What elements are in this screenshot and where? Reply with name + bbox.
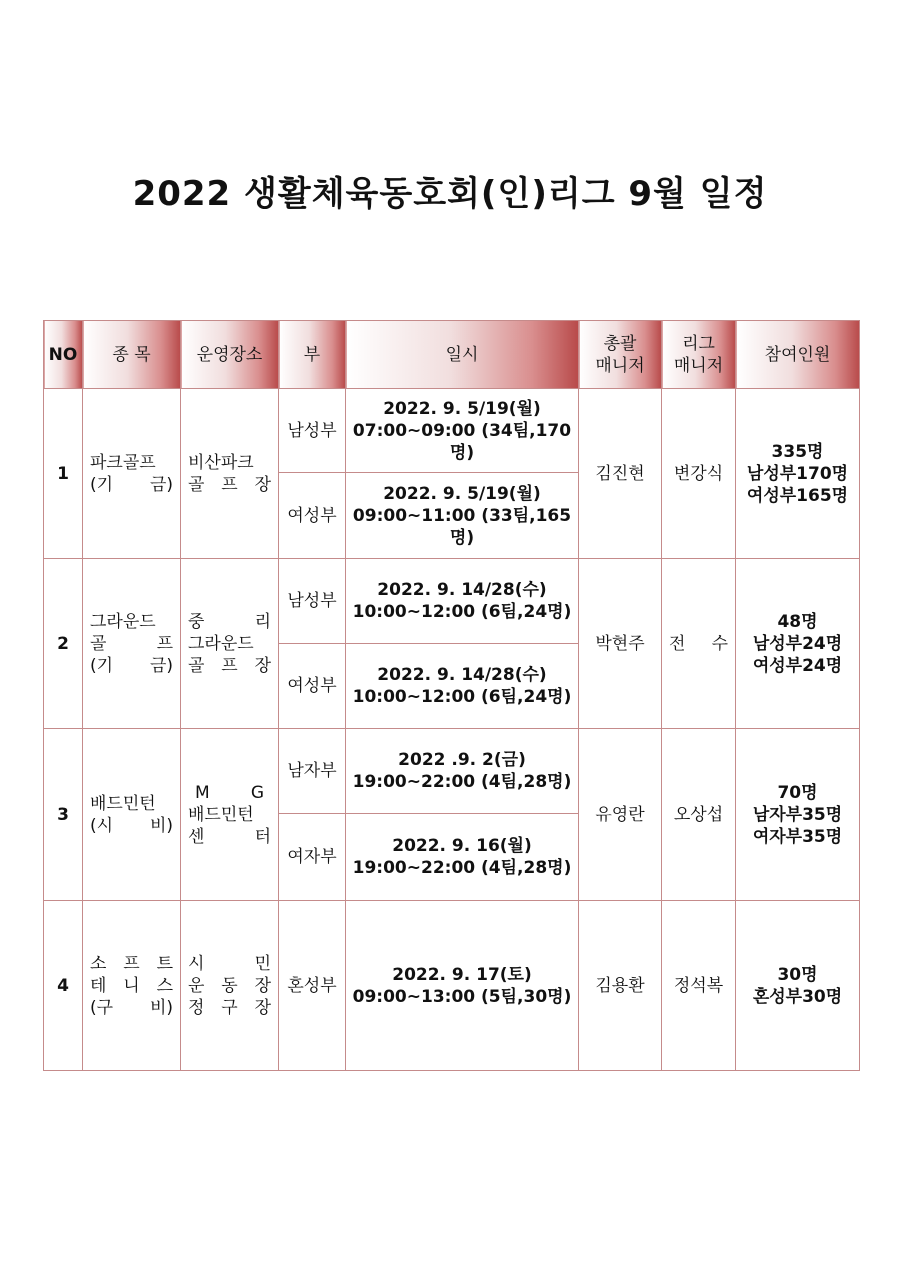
header-league-manager bbox=[662, 321, 736, 389]
venue-cell bbox=[181, 729, 279, 901]
division-cell: 남성부 bbox=[279, 559, 346, 644]
header-division: 부 bbox=[279, 321, 346, 389]
schedule-table bbox=[43, 320, 860, 1071]
division-cell: 여성부 bbox=[279, 473, 346, 559]
league-manager-cell: 오상섭 bbox=[662, 729, 736, 901]
row-no: 2 bbox=[44, 559, 83, 729]
time-text: 10:00~12:00 (6팀,24명) bbox=[352, 687, 572, 707]
table-row bbox=[44, 389, 860, 473]
time-text: 09:00~13:00 (5팀,30명) bbox=[352, 986, 572, 1007]
row-no: 3 bbox=[44, 729, 83, 901]
sport-cell bbox=[83, 729, 181, 901]
datetime-cell bbox=[346, 729, 579, 814]
header-no: NO bbox=[44, 321, 83, 389]
datetime-cell bbox=[346, 559, 579, 644]
time-text: 10:00~12:00 (6팀,24명) bbox=[352, 602, 572, 622]
participants-line: 혼성부30명 bbox=[752, 986, 843, 1007]
date-text: 2022. 9. 5/19(월) bbox=[383, 483, 541, 504]
sport-cell bbox=[83, 559, 181, 729]
row-no: 1 bbox=[44, 389, 83, 559]
date-text: 2022. 9. 14/28(수) bbox=[377, 665, 547, 685]
general-manager-cell: 김용환 bbox=[579, 901, 662, 1071]
header-sport: 종 목 bbox=[83, 321, 181, 389]
participants-line: 여성부165명 bbox=[746, 485, 849, 506]
league-manager-cell bbox=[662, 559, 736, 729]
header-general-manager-line: 매니저 bbox=[595, 355, 645, 376]
participants-line: 30명 bbox=[777, 964, 818, 985]
date-text: 2022. 9. 16(월) bbox=[392, 836, 532, 856]
division-cell: 여성부 bbox=[279, 644, 346, 729]
venue-line: 정 구 장 bbox=[188, 997, 271, 1018]
general-manager-cell: 유영란 bbox=[579, 729, 662, 901]
participants-line: 335명 bbox=[771, 441, 824, 462]
header-venue: 운영장소 bbox=[181, 321, 279, 389]
participants-line: 남자부35명 bbox=[752, 804, 843, 825]
participants-cell bbox=[736, 389, 860, 559]
table-row bbox=[44, 901, 860, 1071]
venue-line: 운 동 장 bbox=[188, 975, 271, 996]
participants-line: 남성부170명 bbox=[746, 463, 849, 484]
row-no: 4 bbox=[44, 901, 83, 1071]
sport-line: (시 비) bbox=[90, 815, 173, 836]
participants-line: 70명 bbox=[777, 782, 818, 803]
date-text: 2022. 9. 14/28(수) bbox=[377, 580, 547, 600]
datetime-cell bbox=[346, 901, 579, 1071]
division-cell: 여자부 bbox=[279, 814, 346, 901]
venue-cell bbox=[181, 901, 279, 1071]
venue-line: 비산파크 bbox=[188, 452, 254, 473]
sport-line: 그라운드 bbox=[90, 611, 156, 632]
datetime-cell bbox=[346, 814, 579, 901]
venue-line: 중 리 bbox=[188, 611, 271, 632]
sport-line: 골 프 bbox=[90, 633, 173, 654]
participants-line: 여자부35명 bbox=[752, 826, 843, 847]
page-title: 2022 생활체육동호회(인)리그 9월 일정 bbox=[132, 174, 768, 214]
datetime-cell bbox=[346, 473, 579, 559]
venue-line: M G bbox=[195, 782, 264, 803]
header-row bbox=[44, 321, 860, 389]
time-text: 19:00~22:00 (4팀,28명) bbox=[352, 858, 572, 878]
participants-cell bbox=[736, 901, 860, 1071]
general-manager-cell: 김진현 bbox=[579, 389, 662, 559]
sport-line: (기 금) bbox=[90, 655, 173, 676]
table-row bbox=[44, 729, 860, 814]
venue-line: 센 터 bbox=[188, 826, 271, 847]
sport-line: (기 금) bbox=[90, 474, 173, 495]
sport-line: 배드민턴 bbox=[90, 793, 156, 814]
venue-line: 배드민턴 bbox=[188, 804, 254, 825]
venue-line: 골 프 장 bbox=[188, 474, 271, 495]
sport-line: 소 프 트 bbox=[90, 953, 173, 974]
venue-line: 시 민 bbox=[188, 953, 271, 974]
division-cell: 혼성부 bbox=[279, 901, 346, 1071]
header-league-manager-line: 리그 bbox=[682, 333, 715, 354]
sport-cell bbox=[83, 901, 181, 1071]
league-manager-cell: 정석복 bbox=[662, 901, 736, 1071]
league-manager-cell: 변강식 bbox=[662, 389, 736, 559]
participants-cell bbox=[736, 729, 860, 901]
time-text: 19:00~22:00 (4팀,28명) bbox=[352, 772, 572, 792]
sport-line: 파크골프 bbox=[90, 452, 156, 473]
sport-line: 테 니 스 bbox=[90, 975, 173, 996]
venue-line: 그라운드 bbox=[188, 633, 254, 654]
sport-line: (구 비) bbox=[90, 997, 173, 1018]
table-row bbox=[44, 559, 860, 644]
participants-line: 48명 bbox=[777, 611, 818, 632]
datetime-cell bbox=[346, 389, 579, 473]
header-general-manager-line: 총괄 bbox=[603, 333, 637, 354]
time-text: 09:00~11:00 (33팀,165명) bbox=[352, 505, 572, 548]
general-manager-cell: 박현주 bbox=[579, 559, 662, 729]
division-cell: 남성부 bbox=[279, 389, 346, 473]
date-text: 2022 .9. 2(금) bbox=[398, 750, 526, 770]
date-text: 2022. 9. 17(토) bbox=[392, 964, 532, 985]
header-participants: 참여인원 bbox=[736, 321, 860, 389]
time-text: 07:00~09:00 (34팀,170명) bbox=[352, 420, 572, 463]
header-league-manager-line: 매니저 bbox=[673, 355, 724, 376]
venue-cell bbox=[181, 389, 279, 559]
participants-line: 남성부24명 bbox=[752, 633, 843, 654]
league-manager-name: 전 수 bbox=[669, 633, 728, 654]
datetime-cell bbox=[346, 644, 579, 729]
header-datetime: 일시 bbox=[346, 321, 579, 389]
division-cell: 남자부 bbox=[279, 729, 346, 814]
sport-cell bbox=[83, 389, 181, 559]
venue-line: 골 프 장 bbox=[188, 655, 271, 676]
participants-cell bbox=[736, 559, 860, 729]
participants-line: 여성부24명 bbox=[752, 655, 843, 676]
date-text: 2022. 9. 5/19(월) bbox=[383, 398, 541, 419]
header-general-manager bbox=[579, 321, 662, 389]
venue-cell bbox=[181, 559, 279, 729]
